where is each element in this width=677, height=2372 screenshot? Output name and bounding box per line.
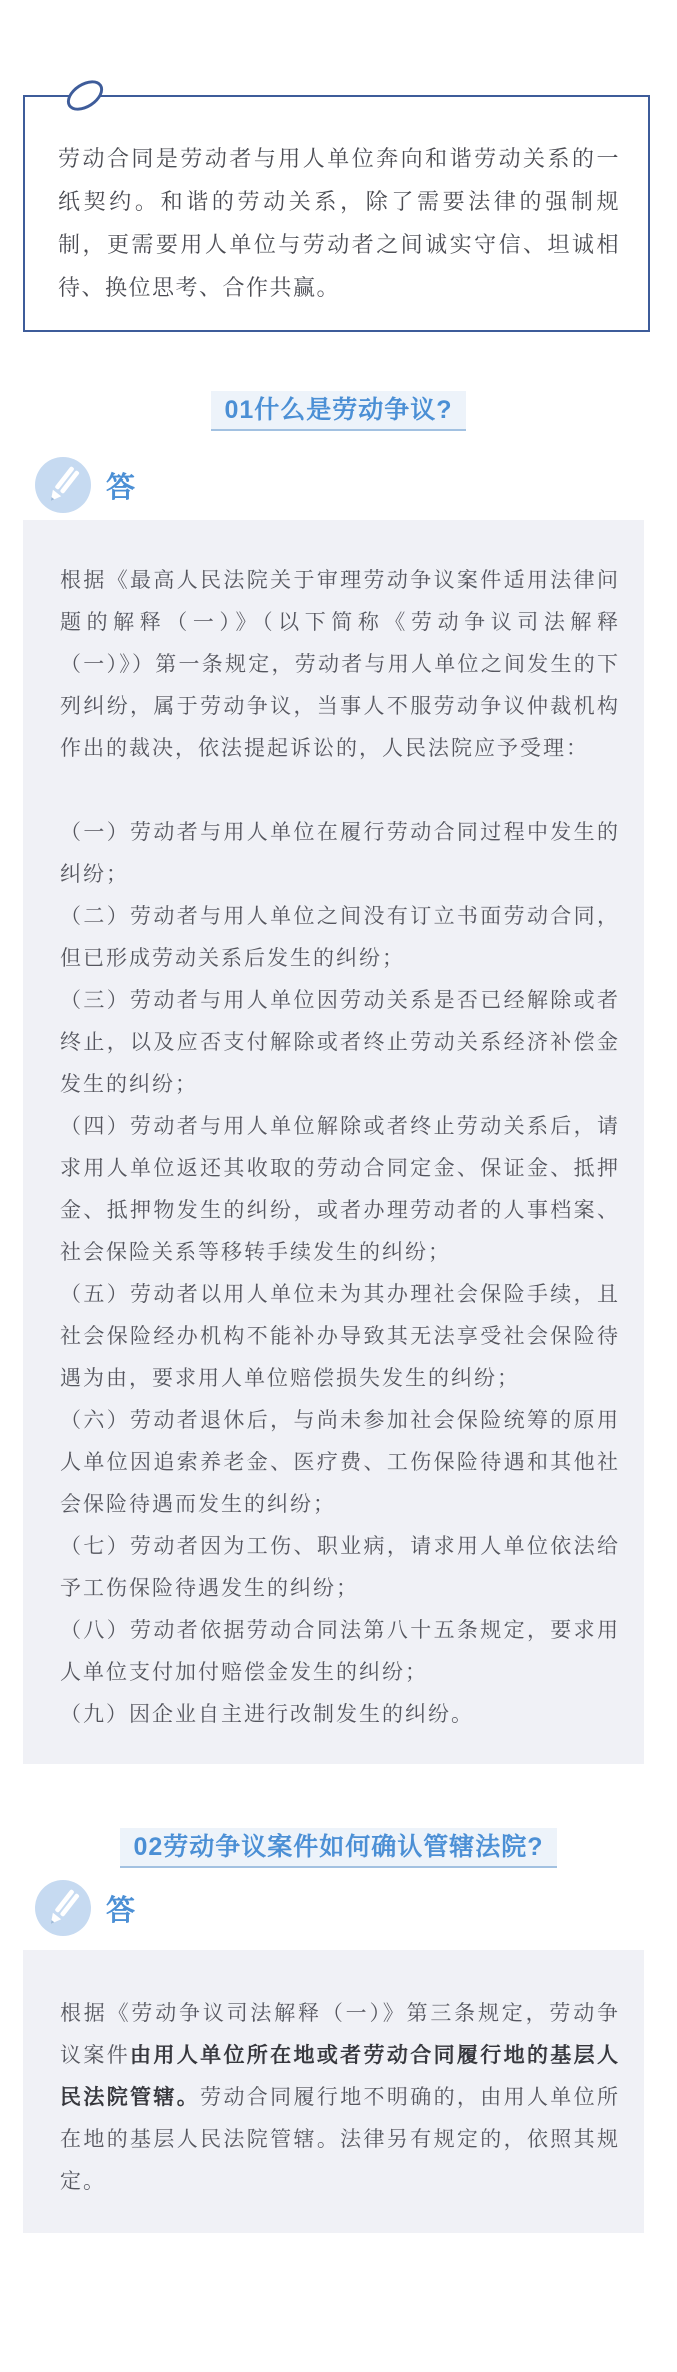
bottom-whitespace — [0, 2233, 677, 2263]
pencil-icon — [35, 457, 91, 513]
intro-text: 劳动合同是劳动者与用人单位奔向和谐劳动关系的一纸契约。和谐的劳动关系，除了需要法律的强制规制，更需要用人单位与劳动者之间诚实守信、坦诚相待、换位思考、合作共赢。 — [58, 146, 620, 300]
jurisdiction-text-normal-2: 劳动合同履行地不明确的，由用人单位所在地的基层人民法院管辖。法律另有规定的，依照其规定。 — [60, 2086, 621, 2193]
dispute-item-1: （一）劳动者与用人单位在履行劳动合同过程中发生的纠纷； — [60, 821, 620, 886]
section2-answer-row — [35, 1880, 677, 1936]
section1-heading: 01什么是劳动争议? — [211, 391, 465, 431]
dispute-item-6: （六）劳动者退休后，与尚未参加社会保险统筹的原用人单位因追索养老金、医疗费、工伤保险待遇和其他社会保险待遇而发生的纠纷； — [60, 1409, 620, 1516]
section1-answer-box — [23, 520, 644, 1764]
section1-heading-wrap — [0, 391, 677, 431]
dispute-item-9: （九）因企业自主进行改制发生的纠纷。 — [60, 1703, 474, 1726]
answer-paragraph: 根据《最高人民法院关于审理劳动争议案件适用法律问题的解释（一）》（以下简称《劳动争议司法解释（一）》）第一条规定，劳动者与用人单位之间发生的下列纠纷，属于劳动争议，当事人不服劳动争议仲裁机构作出的裁决，依法提起诉讼的，人民法院应予受理： — [60, 569, 620, 760]
dispute-item-2: （二）劳动者与用人单位之间没有订立书面劳动合同，但已形成劳动关系后发生的纠纷； — [60, 905, 620, 970]
intro-quote-box — [23, 95, 650, 332]
dispute-item-4: （四）劳动者与用人单位解除或者终止劳动关系后，请求用人单位返还其收取的劳动合同定金、保证金、抵押金、抵押物发生的纠纷，或者办理劳动者的人事档案、社会保险关系等移转手续发生的纠纷； — [60, 1115, 620, 1264]
jurisdiction-paragraph — [60, 1993, 620, 2203]
pencil-icon — [35, 1880, 91, 1936]
answer-label: 答 — [106, 1894, 136, 1927]
section1-answer-row — [35, 457, 677, 513]
section2-heading-wrap — [0, 1828, 677, 1868]
dispute-item-5: （五）劳动者以用人单位未为其办理社会保险手续，且社会保险经办机构不能补办导致其无法享受社会保险待遇为由，要求用人单位赔偿损失发生的纠纷； — [60, 1283, 620, 1390]
paperclip-oval-icon — [61, 74, 108, 117]
jurisdiction-text-bold: 由用人单位所在地或者劳动合同履行地的基层人民法院管辖。 — [60, 2044, 621, 2109]
dispute-item-3: （三）劳动者与用人单位因劳动关系是否已经解除或者终止，以及应否支付解除或者终止劳动关系经济补偿金发生的纠纷； — [60, 989, 620, 1096]
answer-label: 答 — [106, 471, 136, 504]
section2-answer-box — [23, 1950, 644, 2233]
jurisdiction-text-normal-1: 根据《劳动争议司法解释（一）》第三条规定，劳动争议案件 — [60, 2002, 620, 2067]
dispute-item-8: （八）劳动者依据劳动合同法第八十五条规定，要求用人单位支付加付赔偿金发生的纠纷； — [60, 1619, 620, 1684]
dispute-item-7: （七）劳动者因为工伤、职业病，请求用人单位依法给予工伤保险待遇发生的纠纷； — [60, 1535, 620, 1600]
section2-heading: 02劳动争议案件如何确认管辖法院? — [120, 1828, 556, 1868]
